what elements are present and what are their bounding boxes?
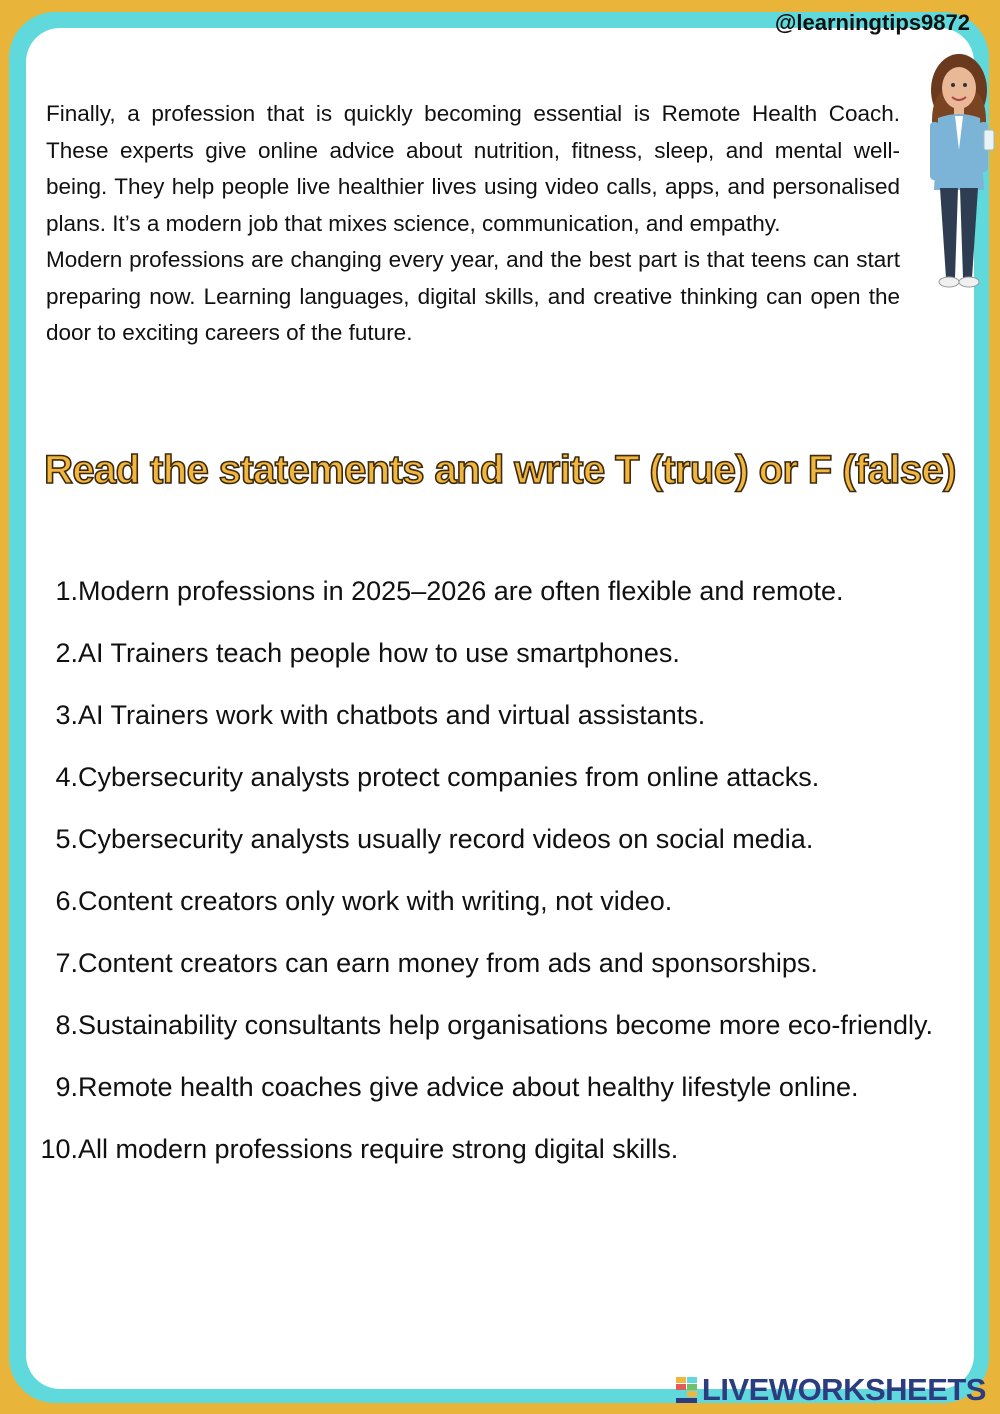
- statement-number: 6.: [55, 886, 78, 916]
- brand-text: LIVEWORKSHEETS: [701, 1372, 986, 1407]
- statement-number: 9.: [55, 1072, 78, 1102]
- intro-paragraph-1: Finally, a profession that is quickly becoming essential is Remote Health Coach. These experts give online advice about nutrition, fitness, sleep, and mental well-being. They help people live healthier lives using video calls, apps, and personalised plans. It’s a modern job that mixes science, communication, and empathy.: [46, 101, 900, 236]
- statement-item: [30, 994, 960, 1056]
- statement-item: [30, 870, 960, 932]
- statement-text: Sustainability consultants help organisations become more eco-friendly.: [78, 1010, 933, 1040]
- statement-item: [30, 622, 960, 684]
- intro-paragraph-2: Modern professions are changing every year, and the best part is that teens can start preparing now. Learning languages, digital skills, and creative thinking can open the door to exciting careers of the future.: [46, 247, 900, 345]
- statement-number: 4.: [55, 762, 78, 792]
- statement-text: Remote health coaches give advice about healthy lifestyle online.: [78, 1072, 859, 1102]
- teacher-avatar-illustration: [922, 50, 996, 294]
- statement-text: Modern professions in 2025–2026 are often flexible and remote.: [78, 576, 844, 606]
- statement-text: Cybersecurity analysts protect companies from online attacks.: [78, 762, 820, 792]
- statement-number: 3.: [55, 700, 78, 730]
- statement-text: Cybersecurity analysts usually record videos on social media.: [78, 824, 814, 854]
- author-handle: @learningtips9872: [774, 10, 970, 35]
- statement-number: 8.: [55, 1010, 78, 1040]
- statement-item: [30, 1118, 960, 1180]
- liveworksheets-brand[interactable]: [676, 1372, 986, 1408]
- statement-item: [30, 1056, 960, 1118]
- statement-item: [30, 684, 960, 746]
- statements-list: [30, 560, 960, 1180]
- statement-item: [30, 932, 960, 994]
- reading-text: [46, 96, 900, 352]
- liveworksheets-logo-icon: [676, 1377, 698, 1403]
- statement-item: [30, 746, 960, 808]
- statement-number: 2.: [55, 638, 78, 668]
- statement-text: AI Trainers teach people how to use smartphones.: [78, 638, 680, 668]
- statement-text: All modern professions require strong digital skills.: [78, 1134, 679, 1164]
- statement-text: Content creators only work with writing, not video.: [78, 886, 673, 916]
- statement-number: 7.: [55, 948, 78, 978]
- statement-item: [30, 808, 960, 870]
- statement-item: [30, 560, 960, 622]
- statement-number: 5.: [55, 824, 78, 854]
- statement-number: 10.: [40, 1134, 78, 1164]
- task-heading: Read the statements and write T (true) or F (false): [44, 448, 956, 492]
- statement-number: 1.: [55, 576, 78, 606]
- statement-text: AI Trainers work with chatbots and virtual assistants.: [78, 700, 706, 730]
- statement-text: Content creators can earn money from ads and sponsorships.: [78, 948, 818, 978]
